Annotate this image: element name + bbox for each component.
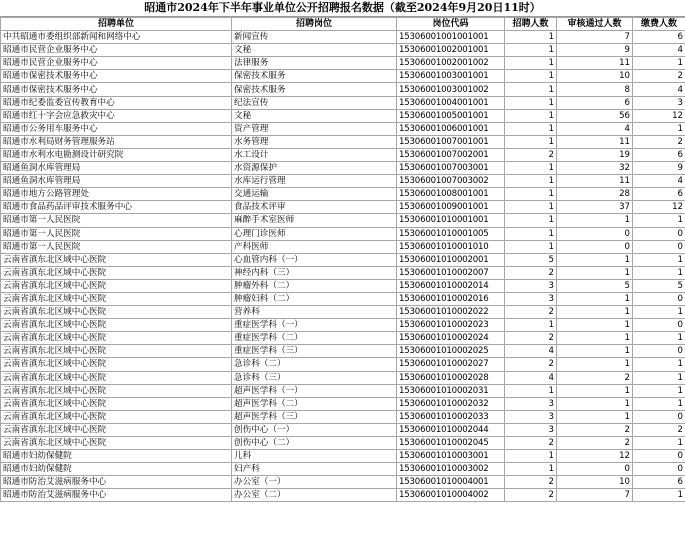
cell-code: 15306001009001001 <box>397 201 505 214</box>
cell-hiring: 1 <box>505 135 557 148</box>
cell-hiring: 3 <box>505 423 557 436</box>
cell-code: 15306001010002014 <box>397 279 505 292</box>
cell-paid: 6 <box>633 476 685 489</box>
cell-paid: 1 <box>633 437 685 450</box>
cell-hiring: 1 <box>505 463 557 476</box>
table-row <box>1 214 685 227</box>
cell-hiring: 1 <box>505 122 557 135</box>
cell-unit: 云南省滇东北区域中心医院 <box>1 279 232 292</box>
table-row <box>1 397 685 410</box>
cell-unit: 昭通市水利局财务管理服务站 <box>1 135 232 148</box>
cell-unit: 昭通市防治艾滋病服务中心 <box>1 476 232 489</box>
table-row <box>1 83 685 96</box>
cell-approved: 10 <box>557 476 633 489</box>
cell-position: 资产管理 <box>232 122 397 135</box>
cell-position: 儿科 <box>232 450 397 463</box>
cell-paid: 1 <box>633 122 685 135</box>
cell-hiring: 3 <box>505 279 557 292</box>
cell-hiring: 1 <box>505 188 557 201</box>
cell-position: 急诊科（三） <box>232 371 397 384</box>
cell-code: 15306001010003001 <box>397 450 505 463</box>
table-row <box>1 31 685 44</box>
cell-approved: 9 <box>557 44 633 57</box>
cell-approved: 12 <box>557 450 633 463</box>
cell-position: 重症医学科（二） <box>232 332 397 345</box>
cell-unit: 云南省滇东北区域中心医院 <box>1 358 232 371</box>
cell-approved: 7 <box>557 31 633 44</box>
cell-position: 创伤中心（一） <box>232 423 397 436</box>
cell-paid: 1 <box>633 358 685 371</box>
table-row <box>1 463 685 476</box>
cell-paid: 4 <box>633 83 685 96</box>
cell-paid: 2 <box>633 423 685 436</box>
cell-position: 水资源保护 <box>232 162 397 175</box>
table-row <box>1 70 685 83</box>
cell-unit: 云南省滇东北区域中心医院 <box>1 266 232 279</box>
cell-code: 15306001010002032 <box>397 397 505 410</box>
cell-hiring: 3 <box>505 292 557 305</box>
cell-paid: 0 <box>633 410 685 423</box>
cell-code: 15306001003001001 <box>397 70 505 83</box>
cell-code: 15306001010002023 <box>397 319 505 332</box>
cell-unit: 昭通市水利水电勘测设计研究院 <box>1 148 232 161</box>
cell-position: 交通运输 <box>232 188 397 201</box>
cell-hiring: 1 <box>505 44 557 57</box>
cell-code: 15306001002001002 <box>397 57 505 70</box>
cell-approved: 1 <box>557 397 633 410</box>
cell-position: 法律服务 <box>232 57 397 70</box>
table-row <box>1 450 685 463</box>
cell-unit: 云南省滇东北区域中心医院 <box>1 397 232 410</box>
cell-position: 营养科 <box>232 306 397 319</box>
cell-approved: 2 <box>557 437 633 450</box>
cell-position: 食品技术评审 <box>232 201 397 214</box>
table-row <box>1 476 685 489</box>
cell-position: 超声医学科（三） <box>232 410 397 423</box>
cell-hiring: 2 <box>505 476 557 489</box>
cell-unit: 昭通市纪委监委宣传教育中心 <box>1 96 232 109</box>
cell-hiring: 3 <box>505 410 557 423</box>
cell-paid: 4 <box>633 175 685 188</box>
cell-position: 神经内科（三） <box>232 266 397 279</box>
cell-paid: 1 <box>633 57 685 70</box>
cell-code: 15306001010001005 <box>397 227 505 240</box>
table-row <box>1 292 685 305</box>
cell-position: 水库运行管理 <box>232 175 397 188</box>
cell-approved: 1 <box>557 292 633 305</box>
cell-unit: 云南省滇东北区域中心医院 <box>1 292 232 305</box>
cell-position: 保密技术服务 <box>232 70 397 83</box>
cell-position: 办公室（二） <box>232 489 397 502</box>
cell-unit: 昭通市食品药品评审技术服务中心 <box>1 201 232 214</box>
cell-approved: 2 <box>557 371 633 384</box>
cell-position: 心理门诊医师 <box>232 227 397 240</box>
cell-unit: 昭通市民营企业服务中心 <box>1 57 232 70</box>
cell-code: 15306001007001001 <box>397 135 505 148</box>
cell-position: 超声医学科（二） <box>232 397 397 410</box>
cell-code: 15306001010002022 <box>397 306 505 319</box>
cell-code: 15306001010001010 <box>397 240 505 253</box>
cell-code: 15306001010001001 <box>397 214 505 227</box>
cell-unit: 云南省滇东北区域中心医院 <box>1 423 232 436</box>
cell-approved: 2 <box>557 423 633 436</box>
cell-hiring: 2 <box>505 489 557 502</box>
cell-position: 心血管内科（一） <box>232 253 397 266</box>
cell-approved: 10 <box>557 70 633 83</box>
header-paid-count: 缴费人数 <box>633 18 685 31</box>
table-body <box>1 31 685 502</box>
cell-paid: 1 <box>633 384 685 397</box>
cell-paid: 1 <box>633 266 685 279</box>
cell-code: 15306001004001001 <box>397 96 505 109</box>
cell-position: 水工设计 <box>232 148 397 161</box>
cell-approved: 0 <box>557 240 633 253</box>
cell-paid: 6 <box>633 148 685 161</box>
cell-hiring: 1 <box>505 109 557 122</box>
cell-hiring: 2 <box>505 358 557 371</box>
cell-paid: 1 <box>633 489 685 502</box>
page-title: 昭通市2024年下半年事业单位公开招聘报名数据（截至2024年9月20日11时） <box>0 0 685 17</box>
cell-code: 15306001010002024 <box>397 332 505 345</box>
cell-hiring: 5 <box>505 253 557 266</box>
cell-position: 重症医学科（一） <box>232 319 397 332</box>
cell-approved: 1 <box>557 345 633 358</box>
cell-position: 超声医学科（一） <box>232 384 397 397</box>
cell-position: 文秘 <box>232 44 397 57</box>
cell-approved: 11 <box>557 175 633 188</box>
cell-position: 肿瘤外科（二） <box>232 279 397 292</box>
cell-unit: 昭通市保密技术服务中心 <box>1 70 232 83</box>
cell-paid: 2 <box>633 135 685 148</box>
table-row <box>1 358 685 371</box>
cell-approved: 4 <box>557 122 633 135</box>
cell-code: 15306001010002027 <box>397 358 505 371</box>
cell-hiring: 1 <box>505 214 557 227</box>
cell-code: 15306001008001001 <box>397 188 505 201</box>
table-row <box>1 96 685 109</box>
cell-unit: 昭通市地方公路管理处 <box>1 188 232 201</box>
cell-hiring: 1 <box>505 319 557 332</box>
cell-code: 15306001010002025 <box>397 345 505 358</box>
cell-hiring: 1 <box>505 57 557 70</box>
table-row <box>1 371 685 384</box>
cell-code: 15306001007003001 <box>397 162 505 175</box>
cell-position: 水务管理 <box>232 135 397 148</box>
cell-paid: 0 <box>633 345 685 358</box>
cell-code: 15306001010002045 <box>397 437 505 450</box>
cell-approved: 28 <box>557 188 633 201</box>
header-unit: 招聘单位 <box>1 18 232 31</box>
cell-approved: 32 <box>557 162 633 175</box>
cell-unit: 云南省滇东北区域中心医院 <box>1 384 232 397</box>
table-row <box>1 489 685 502</box>
cell-code: 15306001007003002 <box>397 175 505 188</box>
cell-unit: 昭通市红十字会应急救灾中心 <box>1 109 232 122</box>
cell-paid: 12 <box>633 109 685 122</box>
cell-code: 15306001010002001 <box>397 253 505 266</box>
cell-unit: 云南省滇东北区域中心医院 <box>1 253 232 266</box>
cell-unit: 云南省滇东北区域中心医院 <box>1 410 232 423</box>
table-row <box>1 410 685 423</box>
cell-unit: 昭通市民营企业服务中心 <box>1 44 232 57</box>
table-row <box>1 201 685 214</box>
cell-approved: 1 <box>557 332 633 345</box>
table-row <box>1 266 685 279</box>
cell-paid: 12 <box>633 201 685 214</box>
cell-paid: 5 <box>633 279 685 292</box>
cell-code: 15306001010003002 <box>397 463 505 476</box>
cell-approved: 11 <box>557 57 633 70</box>
cell-hiring: 1 <box>505 240 557 253</box>
cell-unit: 昭通市第一人民医院 <box>1 214 232 227</box>
cell-code: 15306001002001001 <box>397 44 505 57</box>
cell-code: 15306001001001001 <box>397 31 505 44</box>
table-row <box>1 384 685 397</box>
cell-hiring: 2 <box>505 148 557 161</box>
cell-approved: 1 <box>557 358 633 371</box>
cell-code: 15306001010002016 <box>397 292 505 305</box>
cell-position: 急诊科（二） <box>232 358 397 371</box>
cell-code: 15306001003001002 <box>397 83 505 96</box>
recruitment-table <box>0 17 685 502</box>
cell-unit: 云南省滇东北区域中心医院 <box>1 437 232 450</box>
cell-approved: 1 <box>557 253 633 266</box>
cell-approved: 7 <box>557 489 633 502</box>
cell-hiring: 1 <box>505 175 557 188</box>
table-row <box>1 135 685 148</box>
cell-paid: 9 <box>633 162 685 175</box>
cell-paid: 1 <box>633 214 685 227</box>
header-position-code: 岗位代码 <box>397 18 505 31</box>
cell-paid: 4 <box>633 44 685 57</box>
cell-unit: 云南省滇东北区域中心医院 <box>1 332 232 345</box>
cell-position: 麻醉手术室医师 <box>232 214 397 227</box>
cell-hiring: 1 <box>505 83 557 96</box>
cell-hiring: 1 <box>505 70 557 83</box>
table-row <box>1 332 685 345</box>
cell-position: 妇产科 <box>232 463 397 476</box>
cell-unit: 昭通市公务用车服务中心 <box>1 122 232 135</box>
cell-approved: 0 <box>557 227 633 240</box>
cell-code: 15306001010002031 <box>397 384 505 397</box>
cell-hiring: 4 <box>505 345 557 358</box>
table-row <box>1 148 685 161</box>
cell-hiring: 1 <box>505 201 557 214</box>
table-row <box>1 57 685 70</box>
table-row <box>1 345 685 358</box>
cell-paid: 1 <box>633 253 685 266</box>
cell-code: 15306001006001001 <box>397 122 505 135</box>
cell-hiring: 1 <box>505 96 557 109</box>
cell-hiring: 1 <box>505 227 557 240</box>
cell-code: 15306001010004002 <box>397 489 505 502</box>
cell-hiring: 4 <box>505 371 557 384</box>
table-row <box>1 227 685 240</box>
cell-hiring: 2 <box>505 306 557 319</box>
table-row <box>1 175 685 188</box>
cell-hiring: 1 <box>505 384 557 397</box>
cell-paid: 0 <box>633 292 685 305</box>
header-approved-count: 审核通过人数 <box>557 18 633 31</box>
cell-unit: 昭通市第一人民医院 <box>1 227 232 240</box>
cell-hiring: 1 <box>505 31 557 44</box>
cell-approved: 1 <box>557 319 633 332</box>
cell-hiring: 3 <box>505 397 557 410</box>
cell-unit: 云南省滇东北区域中心医院 <box>1 345 232 358</box>
cell-code: 15306001010002044 <box>397 423 505 436</box>
cell-approved: 19 <box>557 148 633 161</box>
cell-paid: 1 <box>633 332 685 345</box>
cell-code: 15306001010002007 <box>397 266 505 279</box>
table-row <box>1 319 685 332</box>
table-row <box>1 240 685 253</box>
cell-paid: 3 <box>633 96 685 109</box>
cell-hiring: 2 <box>505 266 557 279</box>
cell-unit: 云南省滇东北区域中心医院 <box>1 306 232 319</box>
header-row <box>1 18 685 31</box>
cell-paid: 0 <box>633 463 685 476</box>
cell-paid: 6 <box>633 31 685 44</box>
cell-unit: 昭通市防治艾滋病服务中心 <box>1 489 232 502</box>
cell-code: 15306001010004001 <box>397 476 505 489</box>
table-row <box>1 109 685 122</box>
cell-hiring: 1 <box>505 162 557 175</box>
cell-unit: 昭通鱼洞水库管理局 <box>1 175 232 188</box>
cell-approved: 8 <box>557 83 633 96</box>
table-row <box>1 162 685 175</box>
table-row <box>1 44 685 57</box>
cell-approved: 37 <box>557 201 633 214</box>
cell-unit: 昭通市妇幼保健院 <box>1 450 232 463</box>
cell-position: 文秘 <box>232 109 397 122</box>
cell-unit: 云南省滇东北区域中心医院 <box>1 319 232 332</box>
cell-code: 15306001007002001 <box>397 148 505 161</box>
cell-approved: 1 <box>557 306 633 319</box>
cell-paid: 1 <box>633 397 685 410</box>
cell-code: 15306001010002028 <box>397 371 505 384</box>
table-row <box>1 279 685 292</box>
cell-position: 保密技术服务 <box>232 83 397 96</box>
cell-position: 新闻宣传 <box>232 31 397 44</box>
cell-unit: 昭通鱼洞水库管理局 <box>1 162 232 175</box>
cell-approved: 1 <box>557 266 633 279</box>
cell-approved: 1 <box>557 410 633 423</box>
cell-approved: 6 <box>557 96 633 109</box>
cell-approved: 56 <box>557 109 633 122</box>
cell-hiring: 1 <box>505 450 557 463</box>
table-row <box>1 423 685 436</box>
cell-paid: 6 <box>633 188 685 201</box>
cell-hiring: 2 <box>505 437 557 450</box>
table-row <box>1 306 685 319</box>
cell-position: 纪法宣传 <box>232 96 397 109</box>
table-row <box>1 188 685 201</box>
cell-approved: 1 <box>557 214 633 227</box>
cell-paid: 1 <box>633 306 685 319</box>
cell-unit: 云南省滇东北区域中心医院 <box>1 371 232 384</box>
cell-approved: 11 <box>557 135 633 148</box>
cell-approved: 1 <box>557 384 633 397</box>
table-row <box>1 253 685 266</box>
table-row <box>1 437 685 450</box>
cell-code: 15306001005001001 <box>397 109 505 122</box>
cell-unit: 中共昭通市委组织部新闻和网络中心 <box>1 31 232 44</box>
cell-paid: 0 <box>633 227 685 240</box>
cell-position: 产科医师 <box>232 240 397 253</box>
cell-paid: 1 <box>633 371 685 384</box>
cell-position: 办公室（一） <box>232 476 397 489</box>
cell-approved: 0 <box>557 463 633 476</box>
cell-paid: 0 <box>633 319 685 332</box>
cell-unit: 昭通市保密技术服务中心 <box>1 83 232 96</box>
header-hiring-count: 招聘人数 <box>505 18 557 31</box>
cell-unit: 昭通市妇幼保健院 <box>1 463 232 476</box>
cell-paid: 0 <box>633 450 685 463</box>
cell-paid: 0 <box>633 240 685 253</box>
cell-hiring: 2 <box>505 332 557 345</box>
cell-approved: 5 <box>557 279 633 292</box>
cell-paid: 2 <box>633 70 685 83</box>
table-row <box>1 122 685 135</box>
cell-position: 重症医学科（三） <box>232 345 397 358</box>
header-position: 招聘岗位 <box>232 18 397 31</box>
cell-position: 创伤中心（二） <box>232 437 397 450</box>
cell-code: 15306001010002033 <box>397 410 505 423</box>
cell-position: 肿瘤妇科（二） <box>232 292 397 305</box>
cell-unit: 昭通市第一人民医院 <box>1 240 232 253</box>
